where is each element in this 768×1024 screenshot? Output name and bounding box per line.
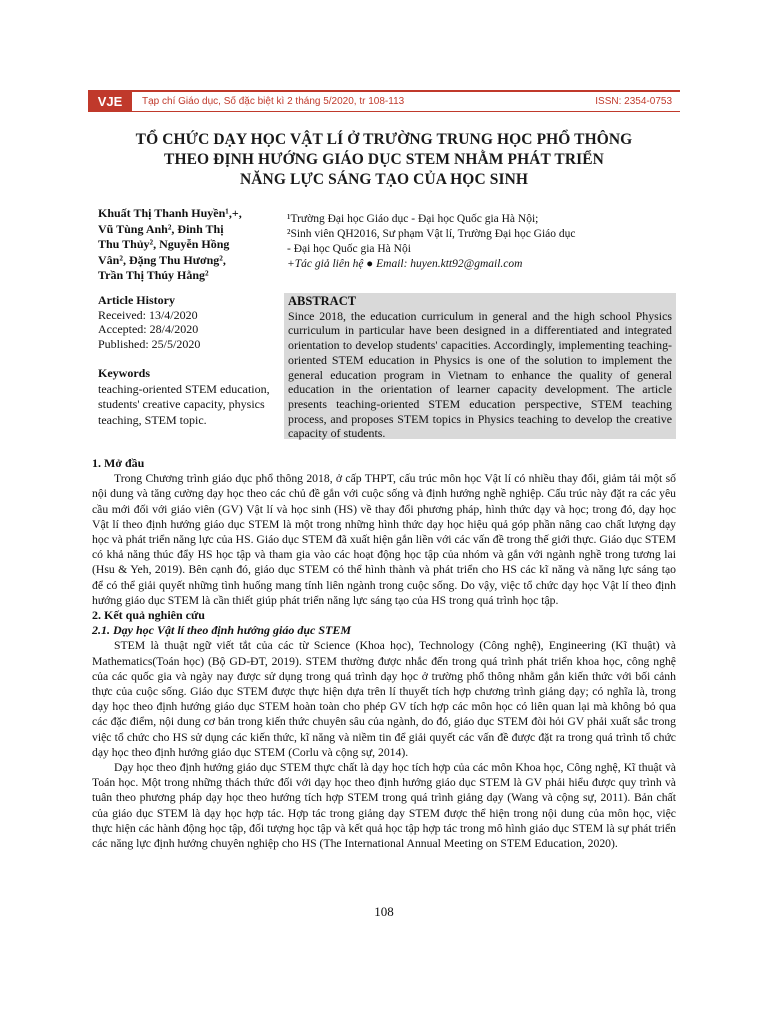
body-paragraph: STEM là thuật ngữ viết tắt của các từ Science (Khoa học), Technology (Công nghệ), Engineering (Kĩ thuật) và Mathematics(Toán học) (Bộ GD-ĐT, 2019). STEM thường được nhắc đến trong quá trình phát triển khoa học, công nghệ của các quốc gia và ngày nay được sử dụng trong quá trình dạy học ở trường phổ thông nhằm gắn kiến thức với bối cảnh thực của cuộc sống. Giáo dục STEM được thực hiện dựa trên lí thuyết tích hợp chương trình giảng dạy; có nghĩa là, trong dạy học theo định hướng giáo dục STEM hoàn toàn cho phép GV tích hợp các môn học có liên quan lại mà không bỏ qua các đặc điểm, nội dung cơ bản trong kiến thức chuyên sâu của ngành, do đó, giáo dục STEM đòi hỏi GV phải xuất sắc trong việc tổ chức cho HS sử dụng các kiến thức, kĩ năng và niềm tin để giải quyết các vấn đề được đặt ra trong quá trình tổ chức dạy học theo định hướng giáo dục STEM (Corlu và cộng sự, 2014).	[92, 639, 676, 759]
title-line: TỔ CHỨC DẠY HỌC VẬT LÍ Ở TRƯỜNG TRUNG HỌC PHỔ THÔNG	[135, 131, 633, 148]
history-published: Published: 25/5/2020	[98, 336, 201, 351]
journal-header-bar	[132, 90, 680, 112]
section-heading: 1. Mở đầu	[92, 456, 145, 470]
article-title	[100, 130, 668, 190]
corresponding-author-email: +Tác giả liên hệ ● Email: huyen.ktt92@gmail.com	[287, 258, 523, 270]
author-line: Khuất Thị Thanh Huyền¹,+,	[98, 206, 242, 220]
article-history	[98, 293, 278, 351]
title-line: THEO ĐỊNH HƯỚNG GIÁO DỤC STEM NHẰM PHÁT TRIỂN	[164, 151, 604, 168]
journal-citation: Tạp chí Giáo dục, Số đặc biệt kì 2 tháng 5/2020, tr 108-113	[142, 96, 405, 107]
body-paragraph: Trong Chương trình giáo dục phổ thông 2018, ở cấp THPT, cấu trúc môn học Vật lí có nhiều thay đổi, giảm tải một số nội dung và tăng cường dạy học theo các chủ đề gắn với cuộc sống và định hướng nghề nghiệp. Cấu trúc này đặt ra các yêu cầu mới đối với giáo viên (GV) Vật lí và học sinh (HS) về thay đổi phương pháp, hình thức dạy và học; trong đó, dạy học Vật lí theo định hướng giáo dục STEM là một trong những hình thức dạy học hiệu quả góp phần nâng cao chất lượng dạy học và phát triển năng lực của HS. Giáo dục STEM đã xuất hiện gắn liền với các vấn đề trong thế giới thực. Giáo dục STEM có khả năng thúc đẩy HS học tập và tham gia vào các hoạt động học tập của nhóm và gắn với ngành nghề trong tương lai (Hsu & Yeh, 2019). Bên cạnh đó, giáo dục STEM có thể hình thành và phát triển cho HS các kĩ năng và năng lực sáng tạo để có thể giải quyết những tình huống mang tính liên ngành trong cuộc sống. Do vậy, việc tổ chức dạy học Vật lí theo định hướng giáo dục STEM là cần thiết giúp phát triển năng lực sáng tạo của HS trong quá trình học tập.	[92, 472, 676, 607]
subsection-heading: 2.1. Dạy học Vật lí theo định hướng giáo dục STEM	[92, 623, 352, 638]
section-heading: 2. Kết quả nghiên cứu	[92, 608, 205, 623]
journal-logo-badge: VJE	[88, 90, 132, 112]
author-list	[98, 206, 274, 284]
abstract-heading: ABSTRACT	[288, 294, 357, 308]
author-line: Trần Thị Thúy Hằng²	[98, 268, 209, 283]
affiliation-line: - Đại học Quốc gia Hà Nội	[287, 243, 411, 255]
affiliation-line: ¹Trường Đại học Giáo dục - Đại học Quốc gia Hà Nội;	[287, 213, 539, 225]
history-received: Received: 13/4/2020	[98, 307, 198, 322]
abstract-box	[284, 293, 676, 439]
keywords-text: teaching-oriented STEM education, students' creative capacity, physics teaching, STEM topic.	[98, 381, 270, 427]
journal-header	[88, 90, 680, 112]
abstract-text: Since 2018, the education curriculum in general and the high school Physics curriculum in particular have been designed in a differentiated and integrated orientation to develop students' capacities. Accordingly, implementing teaching-oriented STEM education in Physics is one of the solution to implement the general education program in Vietnam to enhance the quality of general education in the orientation of learner capacity development. The article presents teaching-oriented STEM education perspective, STEM teaching process, and proposes STEM topics in Physics teaching to develop the creative capacity of students.	[288, 308, 672, 441]
body-paragraph: Dạy học theo định hướng giáo dục STEM thực chất là dạy học tích hợp của các môn Khoa học, Công nghệ, Kĩ thuật và Toán học. Một trong những thách thức đối với dạy học theo định hướng giáo dục STEM là GV phải hiểu được quy trình và tuân theo phương pháp dạy học theo hướng tích hợp STEM trong quá trình giảng dạy (Wang và cộng sự, 2011). Bản chất của giáo dục STEM là dạy học hợp tác. Hợp tác trong giảng dạy STEM được thể hiện trong nội dung của môn học, việc thực hiện các hành động học tập, đối tượng học tập và kết quả học tập hợp tác trong mô hình giáo dục STEM là sự phát triển các năng lực định hướng chuyên nghiệp cho HS (The International Annual Meeting on STEM Education, 2020).	[92, 761, 676, 851]
title-line: NĂNG LỰC SÁNG TẠO CỦA HỌC SINH	[239, 171, 529, 188]
keywords-block	[98, 366, 278, 428]
author-line: Thu Thủy², Nguyễn Hồng	[98, 237, 230, 252]
journal-issn: ISSN: 2354-0753	[595, 96, 672, 107]
page-number: 108	[374, 904, 394, 919]
history-accepted: Accepted: 28/4/2020	[98, 322, 199, 336]
keywords-heading: Keywords	[98, 366, 150, 380]
affiliations	[287, 212, 627, 272]
author-line: Vân², Đặng Thu Hương²,	[98, 252, 226, 267]
history-heading: Article History	[98, 293, 175, 307]
affiliation-line: ²Sinh viên QH2016, Sư phạm Vật lí, Trường Đại học Giáo dục	[287, 228, 576, 240]
article-body	[92, 456, 676, 851]
author-line: Vũ Tùng Anh², Đinh Thị	[98, 221, 224, 236]
